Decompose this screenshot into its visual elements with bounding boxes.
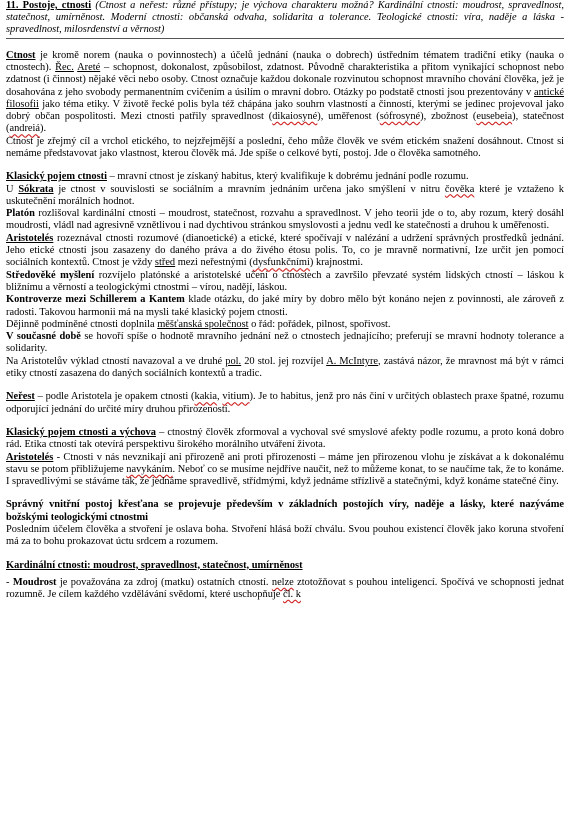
name-platon: Platón [6, 208, 35, 220]
word-navykanim: navykáním [126, 463, 173, 475]
name-mcintyre: A. McIntyre [326, 355, 379, 367]
text: – ctnostný člověk zformoval a vychoval své smyslové afekty podle rozumu, a proto koná dobro rád. Etika ctností tak otevírá perspektivu širokého morálního utváření života. [6, 426, 564, 451]
text: ), statečnost ( [6, 111, 564, 135]
name-aristoteles: Aristotelés [6, 451, 54, 463]
text: ). Je to habitus, jenž pro nás činí v určitých oblastech praxe špatné, rozumu odporující jednání do určité míry druhou přirozeností. [6, 391, 564, 415]
paragraph-stredovek [6, 270, 564, 295]
term-ctnost: Ctnost [6, 49, 36, 61]
text: , [217, 391, 223, 403]
paragraph-classic-concept [6, 171, 564, 183]
text: mezi neřestnými ( [175, 257, 253, 269]
text: je považována za zdroj (matku) ostatních ctností. [56, 576, 272, 588]
text: ), zbožnost ( [420, 111, 477, 123]
heading-cardinal-virtues [6, 560, 564, 572]
word-andreia: andreiá [9, 123, 41, 135]
paragraph-ctnost-goal: Ctnost je zřejmý cíl a vrchol etického, to nejzřejmější a poslední, čeho může člověk ve svém etickém snažení dosáhnout. Ctnost si nemáme představovat jako vlastnost, kterou člověk má. Jde spíše o celkové bytí, postoj. Jde o člověka samotného. [6, 135, 564, 159]
text: , zastává názor, že mravnost má být v rámci etiky ctností zasazena do daných sociálních kontextů a tradic. [6, 355, 564, 380]
word-dikaiosyne: dikaiosyné [272, 111, 318, 123]
text: o řád: pořádek, pilnost, spořivost. [248, 318, 391, 330]
text: Na Aristotelův výklad ctností navazoval a ve druhé [6, 355, 226, 367]
paragraph-aristoteles [6, 233, 564, 270]
text: - Ctnosti v nás nevznikají ani přirozeně ani proti přirozenosti – máme jen přirozenou vlohu je získávat a k dokonalému stavu se potom přibližujeme [6, 451, 564, 475]
abbr-pol: pol. [225, 355, 242, 367]
text: Dějinně podmíněné ctnosti doplnila [6, 318, 158, 330]
word-nelze: nelze [271, 576, 294, 588]
paragraph-sokrates [6, 184, 564, 209]
paragraph-platon [6, 208, 564, 233]
text: – schopnost, dokonalost, způsobilost, zdatnost. Původně charakteristika a přitom vynikající schopnost nebo zdatnost (i činnost) nějaké věci nebo osoby. Ctnost označuje každou dokonale rozvinutou schopnost mravního chování člověka, jež je dosahována z jeho svobody permanentním cvičením a úsilím o mravní dobro. Otázky po podstatě ctnosti jsou prezentovány v [6, 61, 564, 98]
document-page [6, 0, 564, 815]
text: ). [40, 123, 47, 135]
term-soucasna-doba: V současné době [6, 331, 81, 343]
term-mestanska-spolecnost: měšťanská společnost [157, 318, 249, 330]
heading-text: Kardinální ctnosti: moudrost, spravedlnost, statečnost, umírněnost [6, 559, 303, 571]
text: klade otázku, do jaké míry by dobro mělo být konáno nejen z povinnosti, ale zároveň z radosti. Takovou harmonii má na mysli také klasický pojem ctnosti. [6, 294, 564, 318]
paragraph-kontroverze [6, 294, 564, 319]
text: U [6, 183, 19, 195]
name-sokrates: Sókrata [18, 183, 54, 195]
text: se hovoří spíše o hodnotě mravního jednání než o ctnostech jednajícího; preferují se mravní hodnoty tolerance a solidarity. [6, 331, 564, 355]
name-aristoteles: Aristotelés [6, 232, 54, 244]
heading-nerest: Neřest [6, 391, 35, 403]
text: rozlišoval kardinální ctnosti – moudrost, statečnost, rozvahu a spravedlnost. V jeho teorii jde o to, aby rozum, který dosáhl moudrosti, vládl nad agresivně vznětlivou i nad dychtivou stránkou smyslovosti a jednu vedl ke statečnosti a druhou k uměřenosti. [6, 208, 564, 232]
text: je kromě norem (nauka o povinnostech) a účelů jednání (nauka o dobrech) ústředním tématem tradiční etiky (nauka o ctnostech). [6, 49, 564, 73]
paragraph-soucasnost [6, 331, 564, 356]
text: . Neboť co se musíme nejdříve naučit, než to můžeme konat, to se naučíme tak, že to konáme. I spravedlivými se stáváme tak, že jednáme spravedlivě, střídmými, když jednáme střízlivě a statečnými, když konáme statečné činy. [6, 463, 564, 488]
text: 20 stol. jej rozvíjel [241, 355, 327, 367]
term-stredoveke-mysleni: Středověké myšlení [6, 269, 95, 281]
text: ztotožňovat s pouhou inteligencí. Spočívá ve schopnosti jednat rozumně. Je cílem každého vzdělávání svědomí, které uschopňuje [6, 576, 564, 601]
header-topics: (Ctnost a neřest: různé přístupy; je výchova charakteru možná? Kardinální ctnosti: moudrost, spravedlnost, statečnost, umírněnost. Moderní ctnosti: občanská odvaha, solidarita a tolerance. Teologické ctnosti: víra, naděje a láska - spravedlnost, milosrdenství a věrnost) [6, 0, 564, 36]
link-anticke-filosofii[interactable]: antické filosofii [6, 86, 564, 110]
word-clovek: čověka [444, 183, 475, 195]
text: které je vztaženo k uskutečnění morálních hodnot. [6, 183, 564, 207]
text: – mravní ctnost je získaný habitus, který kvalifikuje k dobrému jednání podle rozumu. [107, 171, 469, 183]
section-number-title: 11. Postoje, ctnosti [6, 0, 92, 11]
paragraph-aristoteles-habit [6, 452, 564, 489]
paragraph-nerest [6, 391, 564, 416]
text: ) krajnostmi. [309, 257, 364, 269]
text: - [6, 576, 13, 588]
word-stred: střed [154, 257, 176, 269]
heading-christian-virtues [6, 499, 564, 524]
paragraph-mestanska [6, 319, 564, 331]
paragraph-ctnost-definition [6, 50, 564, 136]
text: je ctnost v souvislosti se sociálním a mravním jednáním určena jako smýšlení v nitru [53, 183, 445, 195]
paragraph-mcintyre [6, 356, 564, 381]
heading-text: Správný vnitřní postoj křesťana se projevuje především v základních postojích víry, naděje a lásky, které nazýváme božskými teologickými ctnostmi [6, 499, 564, 523]
word-sofrosyne: sófrosyné [379, 111, 421, 123]
word-vitium: vitium [222, 391, 250, 403]
term-moudrost: Moudrost [12, 576, 57, 588]
heading-classic-education: Klasický pojem ctnosti a výchova [6, 426, 156, 438]
paragraph-christian: Posledním účelem člověka a stvoření je oslava boha. Stvoření hlásá boží chválu. Svou pouhou existencí člověk jako koruna stvoření má za to bohu prokazovat úctu srdcem a rozumem. [6, 524, 564, 548]
text: rozeznával ctnosti rozumové (dianoetické) a etické, které spočívají v nalézání a udržení správných prostředků jednání. Jeho etické ctnosti jsou zasazeny do daného práva a do živého étosu polis. To, co je mravně normativní, Ize určit jen pomocí sociálních kontextů. Ctnost je vždy [6, 232, 564, 269]
text: jako téma etiky. V životě řecké polis byla též chápána jako souhrn vlastností a činností, kterými se jedinec projevoval jako dobrý občan pospolitosti. Mezi ctnosti patřily spravedlnost ( [6, 98, 564, 123]
heading-classic-concept: Klasický pojem ctnosti [6, 171, 108, 183]
abbr-rec: Řec. [55, 61, 74, 73]
word-dysfunkcnimi: dysfunkčními [252, 257, 310, 269]
text: ), uměřenost ( [317, 111, 380, 123]
word-cl-k: čl. k [283, 589, 301, 601]
paragraph-moudrost [6, 577, 564, 602]
term-kontroverze: Kontroverze mezi Schillerem a Kantem [6, 294, 185, 306]
word-kakia: kakia [194, 391, 218, 403]
word-eusebeia: eusebeia [476, 111, 513, 123]
text: – podle Aristotela je opakem ctnosti ( [34, 391, 195, 403]
paragraph-vychova [6, 427, 564, 452]
text: rozvíjelo platónské a aristotelské učení o ctnostech a završilo převzaté systém lidských ctností – láskou k bližnímu a věrností a teologickými ctnostmi – vírou, nadějí, láskou. [6, 269, 564, 293]
document-header [6, 0, 564, 39]
term-arete: Areté [77, 61, 101, 73]
